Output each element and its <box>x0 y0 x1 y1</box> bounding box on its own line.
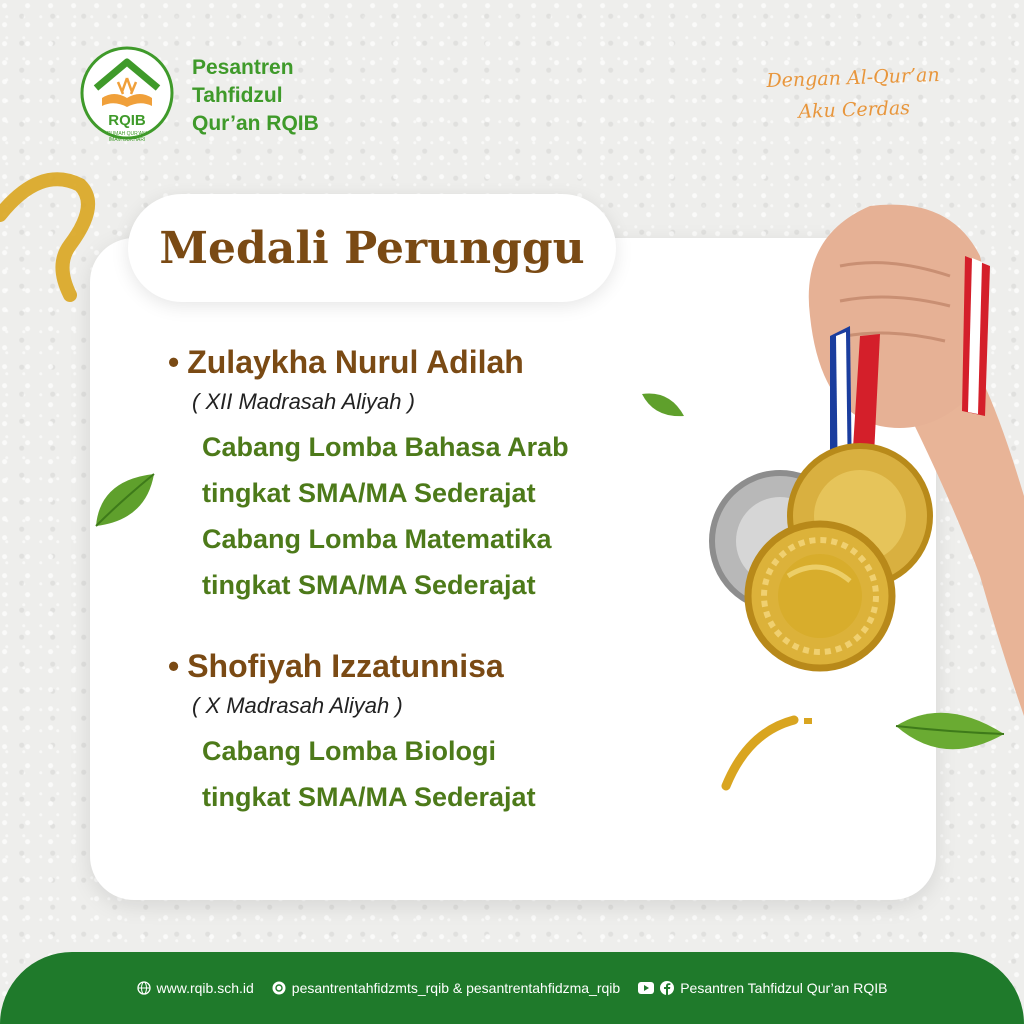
brand-name <box>192 54 319 138</box>
leaf-icon <box>92 470 158 530</box>
leaf-icon <box>640 390 686 420</box>
brand-name-line: Qur’an RQIB <box>192 112 319 135</box>
globe-icon <box>137 981 151 995</box>
rqib-logo <box>78 44 176 150</box>
tagline-line: Dengan Al-Qur’an <box>765 63 940 93</box>
medals-illustration <box>700 196 1024 752</box>
logo-subtext: IMAM BUKHARI <box>108 137 146 143</box>
winner-name-row <box>168 644 536 688</box>
bullet: • <box>168 344 180 380</box>
competition-level: tingkat SMA/MA Sederajat <box>202 570 536 600</box>
footer-social[interactable] <box>638 980 887 996</box>
page-title: Medali Perunggu <box>159 222 585 274</box>
logo-text: RQIB <box>108 112 146 129</box>
footer-website[interactable] <box>137 980 254 996</box>
winner-name: Shofiyah Izzatunnisa <box>187 648 504 684</box>
bullet: • <box>168 648 180 684</box>
instagram-handles[interactable]: pesantrentahfidzmts_rqib & pesantrentahfidzma_rqib <box>291 980 621 996</box>
winner-name: Zulaykha Nurul Adilah <box>187 344 524 380</box>
tagline <box>766 59 941 129</box>
logo-subtext: RUMAH QUR'ANI <box>106 131 148 137</box>
brand-name-line: Pesantren <box>192 56 294 79</box>
winner-entry <box>168 644 536 820</box>
social-name[interactable]: Pesantren Tahfidzul Qur’an RQIB <box>680 980 888 996</box>
competition-level: tingkat SMA/MA Sederajat <box>202 478 536 508</box>
footer-bar <box>0 952 1024 1024</box>
competition-branch: Cabang Lomba Biologi <box>202 736 496 766</box>
title-pill <box>128 194 616 302</box>
website-link[interactable]: www.rqib.sch.id <box>156 980 254 996</box>
winner-name-row <box>168 340 569 384</box>
instagram-icon <box>272 981 286 995</box>
tagline-line: Aku Cerdas <box>797 97 911 123</box>
competition-branch: Cabang Lomba Matematika <box>202 524 552 554</box>
footer-instagram[interactable] <box>272 980 620 996</box>
competition-branch: Cabang Lomba Bahasa Arab <box>202 432 569 462</box>
gold-ribbon-icon <box>0 165 100 305</box>
brand-name-line: Tahfidzul <box>192 84 283 107</box>
winner-grade: ( X Madrasah Aliyah ) <box>192 693 403 718</box>
youtube-icon <box>638 982 654 994</box>
competition-level: tingkat SMA/MA Sederajat <box>202 782 536 812</box>
winner-grade: ( XII Madrasah Aliyah ) <box>192 389 415 414</box>
winner-entry <box>168 340 569 608</box>
facebook-icon <box>660 981 674 995</box>
